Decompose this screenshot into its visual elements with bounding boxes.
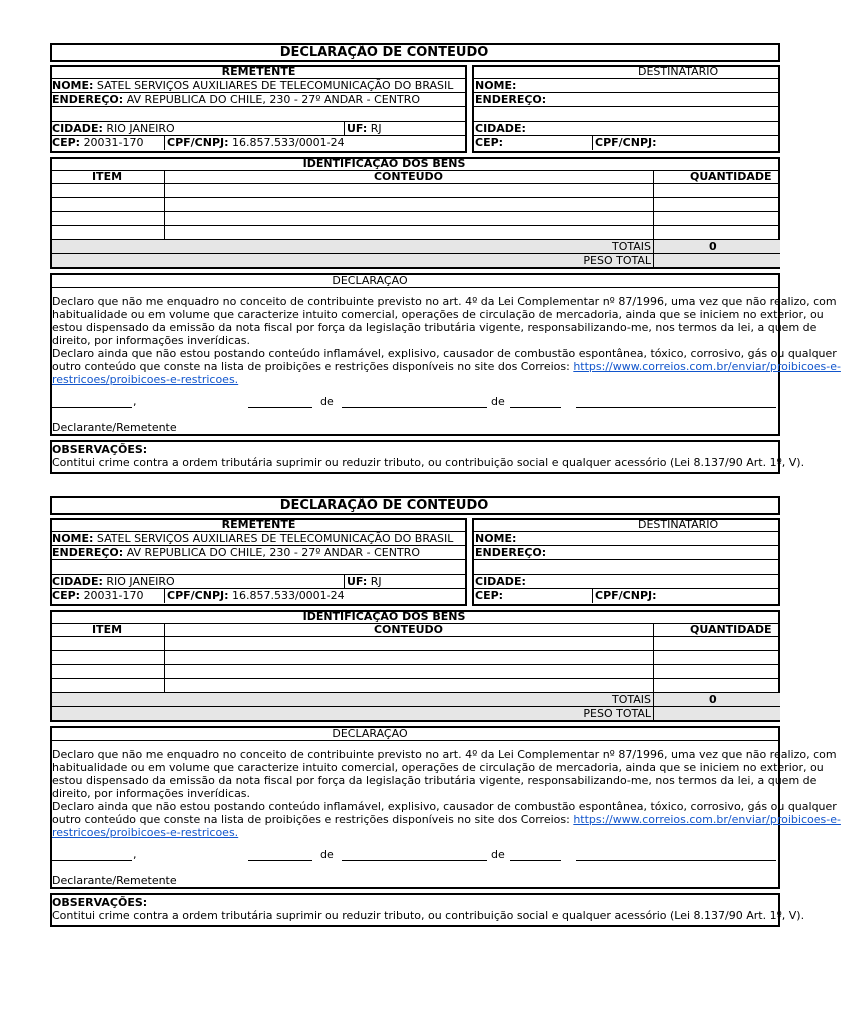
declarante-label: Declarante/Remetente: [52, 421, 177, 434]
declaracao-line-7: [52, 373, 238, 386]
destinatario-cidade-label: CIDADE:: [475, 122, 526, 135]
col-quantidade-header: QUANTIDADE: [690, 170, 772, 183]
observacoes-text: Contitui crime contra a ordem tributária suprimir ou reduzir tributo, ou contribuição social e qualquer acessório (Lei 8.137/90 Art. 1º, V).: [52, 909, 805, 922]
peso-total-label: PESO TOTAL: [583, 707, 651, 720]
destinatario-heading: DESTINATÁRIO: [638, 65, 719, 78]
remetente-cidade-row: [52, 575, 175, 588]
local-blank[interactable]: [52, 407, 132, 408]
declaracao-line-5: Declaro ainda que não estou postando conteúdo inflamável, explisivo, causador de combustão espontânea, tóxico, corrosivo, gás ou qualquer: [52, 347, 837, 360]
declaracao-line-6-text: outro conteúdo que conste na lista de proibições e restrições disponíveis no site dos Correios:: [52, 360, 574, 373]
declaracao-line-5: Declaro ainda que não estou postando conteúdo inflamável, explisivo, causador de combustão espontânea, tóxico, corrosivo, gás ou qualquer: [52, 800, 837, 813]
bens-heading: IDENTIFICAÇÃO DOS BENS: [302, 610, 466, 623]
remetente-cidade-label: CIDADE:: [52, 122, 103, 135]
remetente-cep-label: CEP:: [52, 589, 81, 602]
remetente-nome-row: [52, 532, 465, 545]
remetente-cpf-row: [167, 136, 345, 149]
declaracao-line-6: [52, 360, 841, 373]
remetente-nome-row: [52, 79, 465, 92]
form-title: DECLARAÇÃO DE CONTEÚDO: [279, 498, 489, 513]
local-blank[interactable]: [52, 860, 132, 861]
remetente-cep-row: [52, 589, 144, 602]
col-conteudo-header: CONTEÚDO: [373, 623, 444, 636]
remetente-uf: RJ: [370, 122, 382, 135]
col-item-header: ITEM: [91, 170, 123, 183]
remetente-cidade: RIO JANEIRO: [106, 122, 175, 135]
declaracao-line-7: [52, 826, 238, 839]
ano-blank[interactable]: [510, 407, 561, 408]
remetente-endereco: AV REPUBLICA DO CHILE, 230 - 27º ANDAR - CENTRO: [126, 93, 420, 106]
destinatario-endereco-label: ENDEREÇO:: [475, 546, 547, 559]
remetente-cpf: 16.857.533/0001-24: [232, 589, 345, 602]
destinatario-endereco-label: ENDEREÇO:: [475, 93, 547, 106]
observacoes-text: Contitui crime contra a ordem tributária suprimir ou reduzir tributo, ou contribuição social e qualquer acessório (Lei 8.137/90 Art. 1º, V).: [52, 456, 805, 469]
remetente-uf-label: UF:: [347, 122, 368, 135]
destinatario-nome-label: NOME:: [475, 79, 517, 92]
remetente-endereco-label: ENDEREÇO:: [52, 546, 124, 559]
declaracao-line-2: habitualidade ou em volume que caracterize intuito comercial, operações de circulação de mercadoria, ainda que se iniciem no exterior, ou: [52, 761, 824, 774]
totais-label: TOTAIS: [612, 693, 651, 706]
remetente-endereco: AV REPUBLICA DO CHILE, 230 - 27º ANDAR - CENTRO: [126, 546, 420, 559]
remetente-cpf-label: CPF/CNPJ:: [167, 136, 229, 149]
declaracao-heading: DECLARAÇÃO: [332, 274, 408, 287]
form-title: DECLARAÇÃO DE CONTEÚDO: [279, 45, 489, 60]
sig-de-1: de: [320, 395, 334, 408]
sig-comma: ,: [133, 848, 137, 861]
mes-blank[interactable]: [342, 407, 487, 408]
sig-de-2: de: [491, 848, 505, 861]
remetente-uf: RJ: [370, 575, 382, 588]
remetente-cep-row: [52, 136, 144, 149]
observacoes-label: OBSERVAÇÕES:: [52, 896, 148, 909]
declaracao-line-1: Declaro que não me enquadro no conceito de contribuinte previsto no art. 4º da Lei Complementar nº 87/1996, uma vez que não realizo, com: [52, 295, 837, 308]
correios-link[interactable]: https://www.correios.com.br/enviar/proibicoes-e-: [573, 360, 841, 373]
declaracao-line-3: estou dispensado da emissão da nota fiscal por força da legislação tributária vigente, responsabilizando-me, nos termos da lei, a quem de: [52, 774, 817, 787]
dia-blank[interactable]: [248, 407, 312, 408]
remetente-endereco-row: [52, 546, 420, 559]
totais-value: 0: [709, 693, 717, 706]
declaracao-line-4: direito, por informações inverídicas.: [52, 787, 251, 800]
declaracao-line-3: estou dispensado da emissão da nota fiscal por força da legislação tributária vigente, responsabilizando-me, nos termos da lei, a quem de: [52, 321, 817, 334]
sig-de-2: de: [491, 395, 505, 408]
col-item-header: ITEM: [91, 623, 123, 636]
peso-total-label: PESO TOTAL: [583, 254, 651, 267]
remetente-nome-label: NOME:: [52, 532, 94, 545]
remetente-cep-label: CEP:: [52, 136, 81, 149]
sig-de-1: de: [320, 848, 334, 861]
correios-link-cont[interactable]: restricoes/proibicoes-e-restricoes.: [52, 826, 239, 839]
remetente-cpf-label: CPF/CNPJ:: [167, 589, 229, 602]
destinatario-nome-label: NOME:: [475, 532, 517, 545]
declaracao-line-6: [52, 813, 841, 826]
declaracao-line-4: direito, por informações inverídicas.: [52, 334, 251, 347]
remetente-cpf-row: [167, 589, 345, 602]
declarante-label: Declarante/Remetente: [52, 874, 177, 887]
totais-label: TOTAIS: [612, 240, 651, 253]
destinatario-cpf-label: CPF/CNPJ:: [595, 136, 657, 149]
remetente-cidade-row: [52, 122, 175, 135]
remetente-endereco-row: [52, 93, 420, 106]
declaracao-line-2: habitualidade ou em volume que caracterize intuito comercial, operações de circulação de mercadoria, ainda que se iniciem no exterior, ou: [52, 308, 824, 321]
remetente-cep: 20031-170: [83, 589, 144, 602]
col-quantidade-header: QUANTIDADE: [690, 623, 772, 636]
remetente-heading: REMETENTE: [221, 518, 296, 531]
col-conteudo-header: CONTEÚDO: [373, 170, 444, 183]
dia-blank[interactable]: [248, 860, 312, 861]
remetente-heading: REMETENTE: [221, 65, 296, 78]
remetente-uf-row: [347, 122, 382, 135]
totais-value: 0: [709, 240, 717, 253]
sig-comma: ,: [133, 395, 137, 408]
destinatario-heading: DESTINATÁRIO: [638, 518, 719, 531]
destinatario-cep-label: CEP:: [475, 136, 504, 149]
mes-blank[interactable]: [342, 860, 487, 861]
destinatario-cpf-label: CPF/CNPJ:: [595, 589, 657, 602]
remetente-cidade: RIO JANEIRO: [106, 575, 175, 588]
remetente-cpf: 16.857.533/0001-24: [232, 136, 345, 149]
observacoes-label: OBSERVAÇÕES:: [52, 443, 148, 456]
remetente-nome: SATEL SERVIÇOS AUXILIARES DE TELECOMUNICAÇÃO DO BRASIL: [96, 79, 454, 92]
destinatario-cep-label: CEP:: [475, 589, 504, 602]
remetente-uf-label: UF:: [347, 575, 368, 588]
remetente-nome: SATEL SERVIÇOS AUXILIARES DE TELECOMUNICAÇÃO DO BRASIL: [96, 532, 454, 545]
assinatura-blank[interactable]: [576, 407, 776, 408]
declaracao-line-6-text: outro conteúdo que conste na lista de proibições e restrições disponíveis no site dos Correios:: [52, 813, 574, 826]
remetente-cep: 20031-170: [83, 136, 144, 149]
assinatura-blank[interactable]: [576, 860, 776, 861]
destinatario-cidade-label: CIDADE:: [475, 575, 526, 588]
remetente-endereco-label: ENDEREÇO:: [52, 93, 124, 106]
remetente-nome-label: NOME:: [52, 79, 94, 92]
correios-link-cont[interactable]: restricoes/proibicoes-e-restricoes.: [52, 373, 239, 386]
remetente-cidade-label: CIDADE:: [52, 575, 103, 588]
declaracao-heading: DECLARAÇÃO: [332, 727, 408, 740]
ano-blank[interactable]: [510, 860, 561, 861]
correios-link[interactable]: https://www.correios.com.br/enviar/proibicoes-e-: [573, 813, 841, 826]
declaracao-line-1: Declaro que não me enquadro no conceito de contribuinte previsto no art. 4º da Lei Complementar nº 87/1996, uma vez que não realizo, com: [52, 748, 837, 761]
remetente-uf-row: [347, 575, 382, 588]
bens-heading: IDENTIFICAÇÃO DOS BENS: [302, 157, 466, 170]
